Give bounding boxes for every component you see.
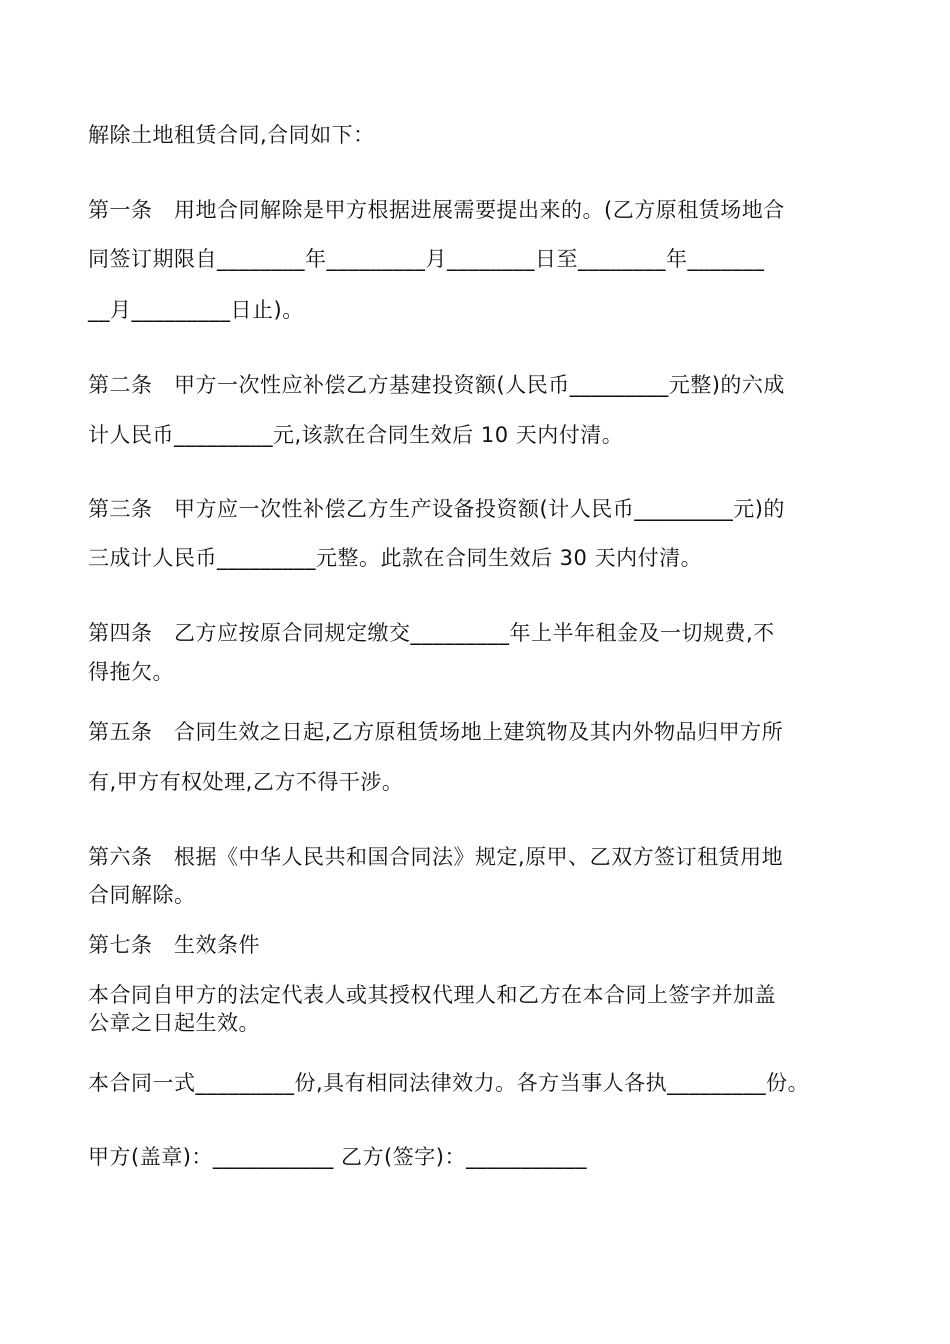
effect-clause-line-2: 公章之日起生效。: [88, 1011, 260, 1035]
clause-4-line-2: 得拖欠。: [88, 660, 174, 684]
clause-6-line-2: 合同解除。: [88, 883, 196, 907]
clause-6-line-1: 第六条 根据《中华人民共和国合同法》规定,原甲、乙双方签订租赁用地: [88, 845, 784, 869]
clause-5-line-1: 第五条 合同生效之日起,乙方原租赁场地上建筑物及其内外物品归甲方所: [88, 720, 784, 744]
clause-3-line-2: 三成计人民币_________元整。此款在合同生效后 30 天内付清。: [88, 546, 703, 570]
effect-clause-line-1: 本合同自甲方的法定代表人或其授权代理人和乙方在本合同上签字并加盖: [88, 983, 776, 1007]
clause-1-line-3: __月_________日止)。: [88, 298, 304, 322]
clause-1-line-1: 第一条 用地合同解除是甲方根据进展需要提出来的。(乙方原租赁场地合: [88, 198, 785, 222]
clause-2-line-1: 第二条 甲方一次性应补偿乙方基建投资额(人民币_________元整)的六成: [88, 373, 785, 397]
clause-5-line-2: 有,甲方有权处理,乙方不得干涉。: [88, 770, 404, 794]
clause-2-line-2: 计人民币_________元,该款在合同生效后 10 天内付清。: [88, 423, 624, 447]
clause-7-heading: 第七条 生效条件: [88, 933, 260, 957]
signature-line: 甲方(盖章)：___________ 乙方(签字)：___________: [88, 1145, 587, 1169]
copies-line: 本合同一式_________份,具有相同法律效力。各方当事人各执_________份。: [88, 1071, 810, 1095]
clause-1-line-2: 同签订期限自________年_________月________日至________年_______: [88, 247, 765, 271]
clause-4-line-1: 第四条 乙方应按原合同规定缴交_________年上半年租金及一切规费,不: [88, 621, 775, 645]
clause-3-line-1: 第三条 甲方应一次性补偿乙方生产设备投资额(计人民币_________元)的: [88, 497, 785, 521]
intro-line: 解除土地租赁合同,合同如下：: [88, 123, 375, 147]
